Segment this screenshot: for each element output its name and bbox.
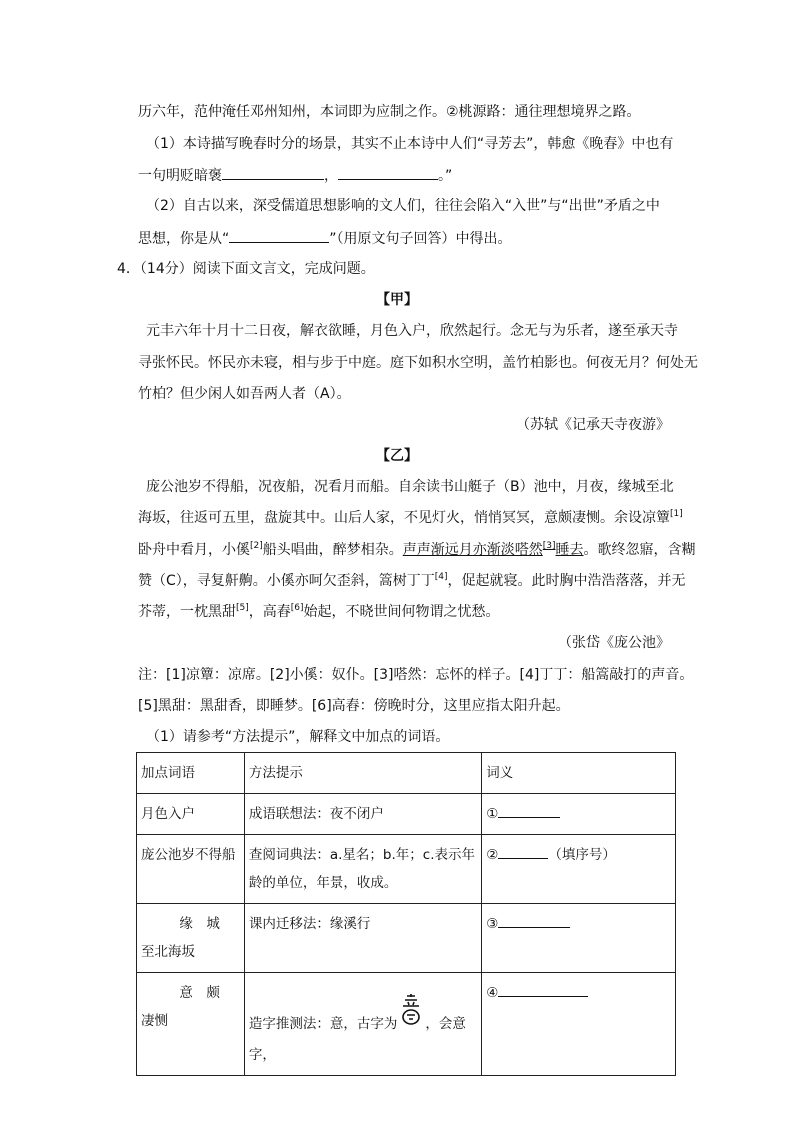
table-row: [137, 904, 676, 973]
question-2-line-2: [138, 228, 512, 249]
passage-yi-source: （张岱《庞公池》: [558, 635, 670, 651]
underlined-sentence-end: 睡去: [555, 542, 584, 558]
answer-blank[interactable]: [222, 165, 324, 180]
table-cell-word: 缘 城 至北海坂: [137, 904, 245, 973]
passage-yi-line: [138, 508, 683, 528]
question-1-line-1: （1）本诗描写晚春时分的场景，其实不止本诗中人们“寻芳去”，韩愈《晚春》中也有: [146, 136, 674, 152]
question-1-text: 一句明贬暗褒: [138, 168, 222, 184]
passage-yi-text: 卧舟中看月，小傒: [138, 542, 250, 558]
answer-blank[interactable]: [498, 982, 588, 997]
passage-yi-line: [138, 571, 686, 591]
table-row: [137, 794, 676, 835]
footnote-ref: [5]: [236, 603, 249, 613]
notes-line: [5]黑甜：黑甜香，即睡梦。[6]高舂：傍晚时分，这里应指太阳升起。: [138, 698, 570, 714]
question-1-line-2: [138, 165, 452, 186]
answer-blank[interactable]: [229, 228, 329, 243]
table-cell-word: 庞公池岁不得船: [137, 835, 245, 904]
question-4-title: 4．（14分）阅读下面文言文，完成问题。: [117, 261, 375, 277]
table-cell-meaning: ①: [482, 794, 676, 835]
passage-yi-line: [138, 602, 500, 622]
passage-jia-line: 竹柏？但少闲人如吾两人者（A）。: [138, 386, 351, 402]
ancient-character-glyph-icon: [397, 993, 425, 1027]
answer-blank[interactable]: [498, 803, 560, 818]
passage-yi-text: 。歌终忽寤，含糊: [583, 542, 696, 558]
vocabulary-table: [136, 752, 676, 1076]
passage-yi-text: ，高舂: [248, 604, 291, 620]
footnote-ref: [1]: [670, 509, 683, 519]
passage-yi-line: 庞公池岁不得船，况夜船，况看月而船。自余读书山艇子（B）池中，月夜，缘城至北: [146, 479, 674, 495]
passage-yi-line: [138, 540, 696, 560]
passage-yi-text: 赞（C），寻复鼾齁。小傒亦呵欠歪斜，篙树丁丁: [138, 573, 435, 589]
table-cell-hint: 成语联想法：夜不闭户: [244, 794, 481, 835]
notes-line: 注：[1]凉簟：凉席。[2]小傒：奴仆。[3]嗒然：忘怀的样子。[4]丁丁：船篙敲打的声音。: [138, 667, 694, 683]
passage-yi-text: 始起，不晓世间何物谓之忧愁。: [303, 604, 500, 620]
table-row: [137, 973, 676, 1076]
question-2-text: 思想，你是从“: [138, 231, 230, 247]
table-cell-hint: 造字推测法：意，古字为 ，会意字，: [244, 973, 481, 1076]
passage-jia-source: （苏轼《记承天寺夜游》: [516, 417, 670, 433]
footnote-ref: [6]: [290, 603, 304, 613]
section-yi-heading: 【乙】: [376, 448, 418, 464]
question-2-line-1: （2）自古以来，深受儒道思想影响的文人们，往往会陷入“入世”与“出世”矛盾之中: [146, 198, 660, 214]
passage-jia-line: 寻张怀民。怀民亦未寝，相与步于中庭。庭下如积水空明，盖竹柏影也。何夜无月？何处无: [138, 355, 698, 371]
table-header: 词义: [482, 753, 676, 794]
table-cell-hint: 查阅词典法：a.星名；b.年；c.表示年 龄的单位，年景，收成。: [244, 835, 481, 904]
table-cell-meaning: ② （填序号）: [482, 835, 676, 904]
passage-yi-text: 船头唱曲，醉梦相杂。: [262, 542, 403, 558]
table-row: [137, 835, 676, 904]
answer-blank[interactable]: [498, 913, 570, 928]
table-cell-meaning: ④: [482, 973, 676, 1076]
answer-blank[interactable]: [338, 165, 438, 180]
underlined-sentence: 声声渐远月亦渐淡嗒然: [402, 542, 543, 558]
question-1-end: 。”: [438, 168, 453, 184]
passage-yi-text: 芥蒂，一枕黑甜: [138, 604, 236, 620]
table-cell-meaning: ③: [482, 904, 676, 973]
table-header: 加点词语: [137, 753, 245, 794]
passage-jia-line: 元丰六年十月十二日夜，解衣欲睡，月色入户，欣然起行。念无与为乐者，遂至承天寺: [146, 323, 678, 339]
answer-blank[interactable]: [498, 844, 548, 859]
table-header: 方法提示: [244, 753, 481, 794]
text-line: 历六年，范仲淹任邓州知州，本词即为应制之作。②桃源路：通往理想境界之路。: [138, 104, 641, 120]
table-cell-word: 意 颇 凄恻: [137, 973, 245, 1076]
passage-yi-text: ，促起就寝。此时胸中浩浩落落，并无: [447, 573, 686, 589]
question-1-separator: ，: [324, 168, 338, 184]
subquestion-1: （1）请参考“方法提示”，解释文中加点的词语。: [146, 729, 450, 745]
footnote-ref: [3]: [542, 541, 556, 551]
question-2-text-end: ”（用原文句子回答）中得出。: [329, 231, 512, 247]
footnote-ref: [4]: [434, 572, 448, 582]
table-cell-word: 月色入户: [137, 794, 245, 835]
passage-yi-text: 海坂，往返可五里，盘旋其中。山后人家，不见灯火，悄悄冥冥，意颇凄恻。余设凉簟: [138, 510, 670, 526]
table-header-row: [137, 753, 676, 794]
footnote-ref: [2]: [250, 541, 263, 551]
section-jia-heading: 【甲】: [376, 292, 418, 308]
table-cell-hint: 课内迁移法：缘溪行: [244, 904, 481, 973]
